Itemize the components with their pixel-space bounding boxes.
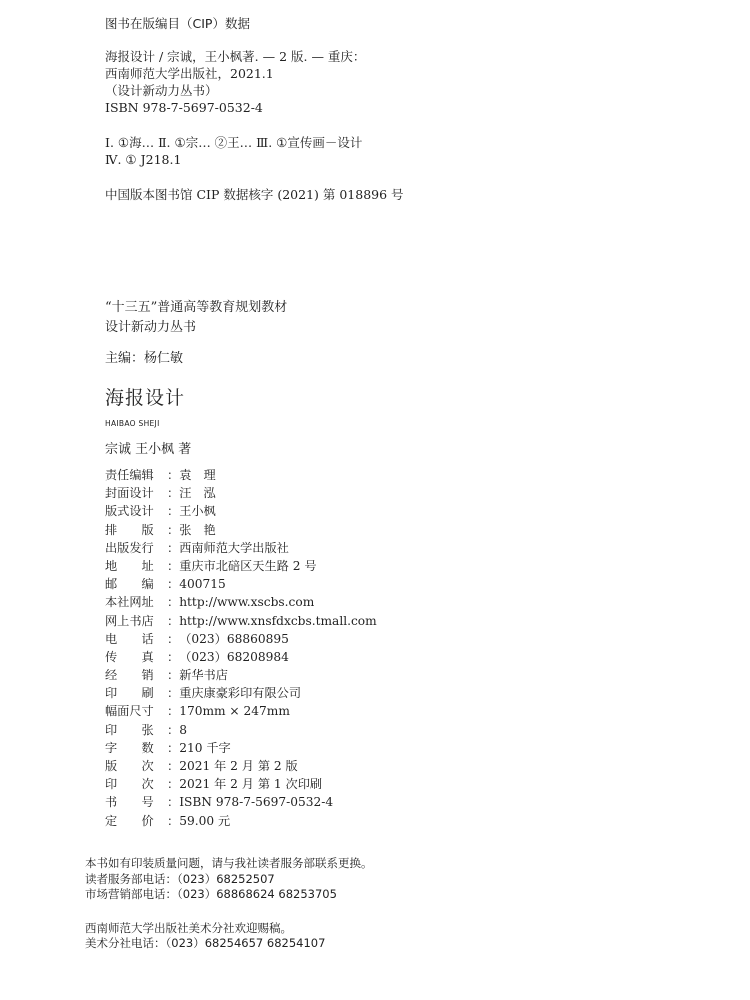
detail-label: 字 数 xyxy=(105,740,154,755)
book-authors: 宗诚 王小枫 著 xyxy=(105,442,192,457)
detail-value: 张 艳 xyxy=(179,522,216,537)
detail-value: 170mm × 247mm xyxy=(179,704,290,719)
detail-row: 版 次 ： 2021 年 2 月 第 2 版 xyxy=(105,757,377,775)
quality-notice: 本书如有印装质量问题，请与我社读者服务部联系更换。 xyxy=(85,856,373,870)
detail-row: 印 次 ： 2021 年 2 月 第 1 次印刷 xyxy=(105,775,377,793)
detail-value: 重庆市北碚区天生路 2 号 xyxy=(179,558,317,573)
series-info xyxy=(105,298,287,338)
detail-value: 8 xyxy=(179,722,187,737)
detail-value: 2021 年 2 月 第 1 次印刷 xyxy=(179,777,323,792)
reader-service-phone: 读者服务部电话：（023）68252507 xyxy=(85,871,275,886)
detail-label: 版式设计 xyxy=(105,504,154,519)
detail-row: 定 价 ： 59.00 元 xyxy=(105,812,377,830)
publication-details xyxy=(105,466,377,830)
cip-line: （设计新动力丛书） xyxy=(105,83,218,98)
detail-label: 出版发行 xyxy=(105,540,154,555)
detail-value: 400715 xyxy=(179,577,226,592)
cip-record-number: 中国版本图书馆 CIP 数据核字 (2021) 第 018896 号 xyxy=(105,187,404,202)
detail-value: 重庆康豪彩印有限公司 xyxy=(179,686,302,701)
detail-label: 定 价 xyxy=(105,813,154,828)
detail-label: 网上书店 xyxy=(105,613,154,628)
detail-value: ISBN 978-7-5697-0532-4 xyxy=(179,795,334,810)
art-branch-welcome: 西南师范大学出版社美术分社欢迎赐稿。 xyxy=(85,920,292,935)
detail-label: 责任编辑 xyxy=(105,468,154,482)
series-line-1: “十三五”普通高等教育规划教材 xyxy=(105,300,288,315)
cip-heading: 图书在版编目（CIP）数据 xyxy=(105,16,250,31)
detail-row: 出版发行 ： 西南师范大学出版社 xyxy=(105,539,377,557)
detail-value: 王小枫 xyxy=(179,504,216,519)
detail-row: 责任编辑 ： 袁 理 xyxy=(105,466,377,484)
chief-editor: 主编：杨仁敏 xyxy=(105,351,184,366)
detail-label: 书 号 xyxy=(105,795,154,810)
detail-row: 本社网址 ： http://www.xscbs.com xyxy=(105,593,377,611)
detail-row: 封面设计 ： 汪 泓 xyxy=(105,484,377,502)
detail-label: 电 话 xyxy=(105,631,154,646)
detail-label: 版 次 xyxy=(105,759,154,773)
cip-line: 西南师范大学出版社，2021.1 xyxy=(105,66,274,81)
detail-label: 印 刷 xyxy=(105,686,154,701)
detail-row: 印 张 ： 8 xyxy=(105,721,377,739)
detail-row: 书 号 ： ISBN 978-7-5697-0532-4 xyxy=(105,793,377,811)
detail-label: 地 址 xyxy=(105,558,154,573)
series-line-2: 设计新动力丛书 xyxy=(105,320,197,335)
marketing-phone: 市场营销部电话：（023）68868624 68253705 xyxy=(85,887,337,901)
art-branch-phone: 美术分社电话：（023）68254657 68254107 xyxy=(85,936,326,950)
cip-classification-line: Ⅳ. ① J218.1 xyxy=(105,152,182,167)
footer-notes xyxy=(85,856,373,952)
detail-row: 网上书店 ： http://www.xnsfdxcbs.tmall.com xyxy=(105,612,377,630)
detail-row: 经 销 ： 新华书店 xyxy=(105,666,377,684)
detail-row: 地 址 ： 重庆市北碚区天生路 2 号 xyxy=(105,557,377,575)
cip-line: ISBN 978-7-5697-0532-4 xyxy=(105,100,263,115)
cip-block xyxy=(105,15,404,203)
cip-line: 海报设计 / 宗诚，王小枫著. — 2 版. — 重庆： xyxy=(105,49,366,64)
detail-value: 2021 年 2 月 第 2 版 xyxy=(179,759,298,773)
detail-label: 印 张 xyxy=(105,722,154,737)
cip-classification-line: Ⅰ. ①海… Ⅱ. ①宗… ②王… Ⅲ. ①宣传画－设计 xyxy=(105,135,363,150)
detail-label: 本社网址 xyxy=(105,595,154,610)
detail-label: 排 版 xyxy=(105,522,154,537)
detail-value: http://www.xscbs.com xyxy=(179,595,315,610)
detail-value: （023）68208984 xyxy=(179,649,289,664)
detail-row: 印 刷 ： 重庆康豪彩印有限公司 xyxy=(105,684,377,702)
detail-label: 印 次 xyxy=(105,777,154,792)
detail-row: 传 真 ： （023）68208984 xyxy=(105,648,377,666)
detail-row: 幅面尺寸 ： 170mm × 247mm xyxy=(105,702,377,720)
book-title: 海报设计 xyxy=(105,387,186,409)
detail-row: 排 版 ： 张 艳 xyxy=(105,521,377,539)
detail-value: 西南师范大学出版社 xyxy=(179,540,289,555)
detail-value: （023）68860895 xyxy=(179,631,289,646)
detail-label: 幅面尺寸 xyxy=(105,704,154,719)
book-title-pinyin: HAIBAO SHEJI xyxy=(105,419,160,428)
detail-value: 59.00 元 xyxy=(179,813,231,828)
detail-row: 字 数 ： 210 千字 xyxy=(105,739,377,757)
detail-value: 袁 理 xyxy=(179,468,216,482)
detail-row: 邮 编 ： 400715 xyxy=(105,575,377,593)
detail-value: 汪 泓 xyxy=(179,486,216,501)
detail-row: 电 话 ： （023）68860895 xyxy=(105,630,377,648)
detail-label: 经 销 xyxy=(105,668,154,683)
detail-label: 邮 编 xyxy=(105,577,154,592)
detail-value: 新华书店 xyxy=(179,668,228,683)
detail-value: 210 千字 xyxy=(179,740,231,755)
detail-label: 封面设计 xyxy=(105,486,154,501)
detail-value: http://www.xnsfdxcbs.tmall.com xyxy=(179,613,377,628)
detail-label: 传 真 xyxy=(105,649,154,664)
detail-row: 版式设计 ： 王小枫 xyxy=(105,502,377,520)
